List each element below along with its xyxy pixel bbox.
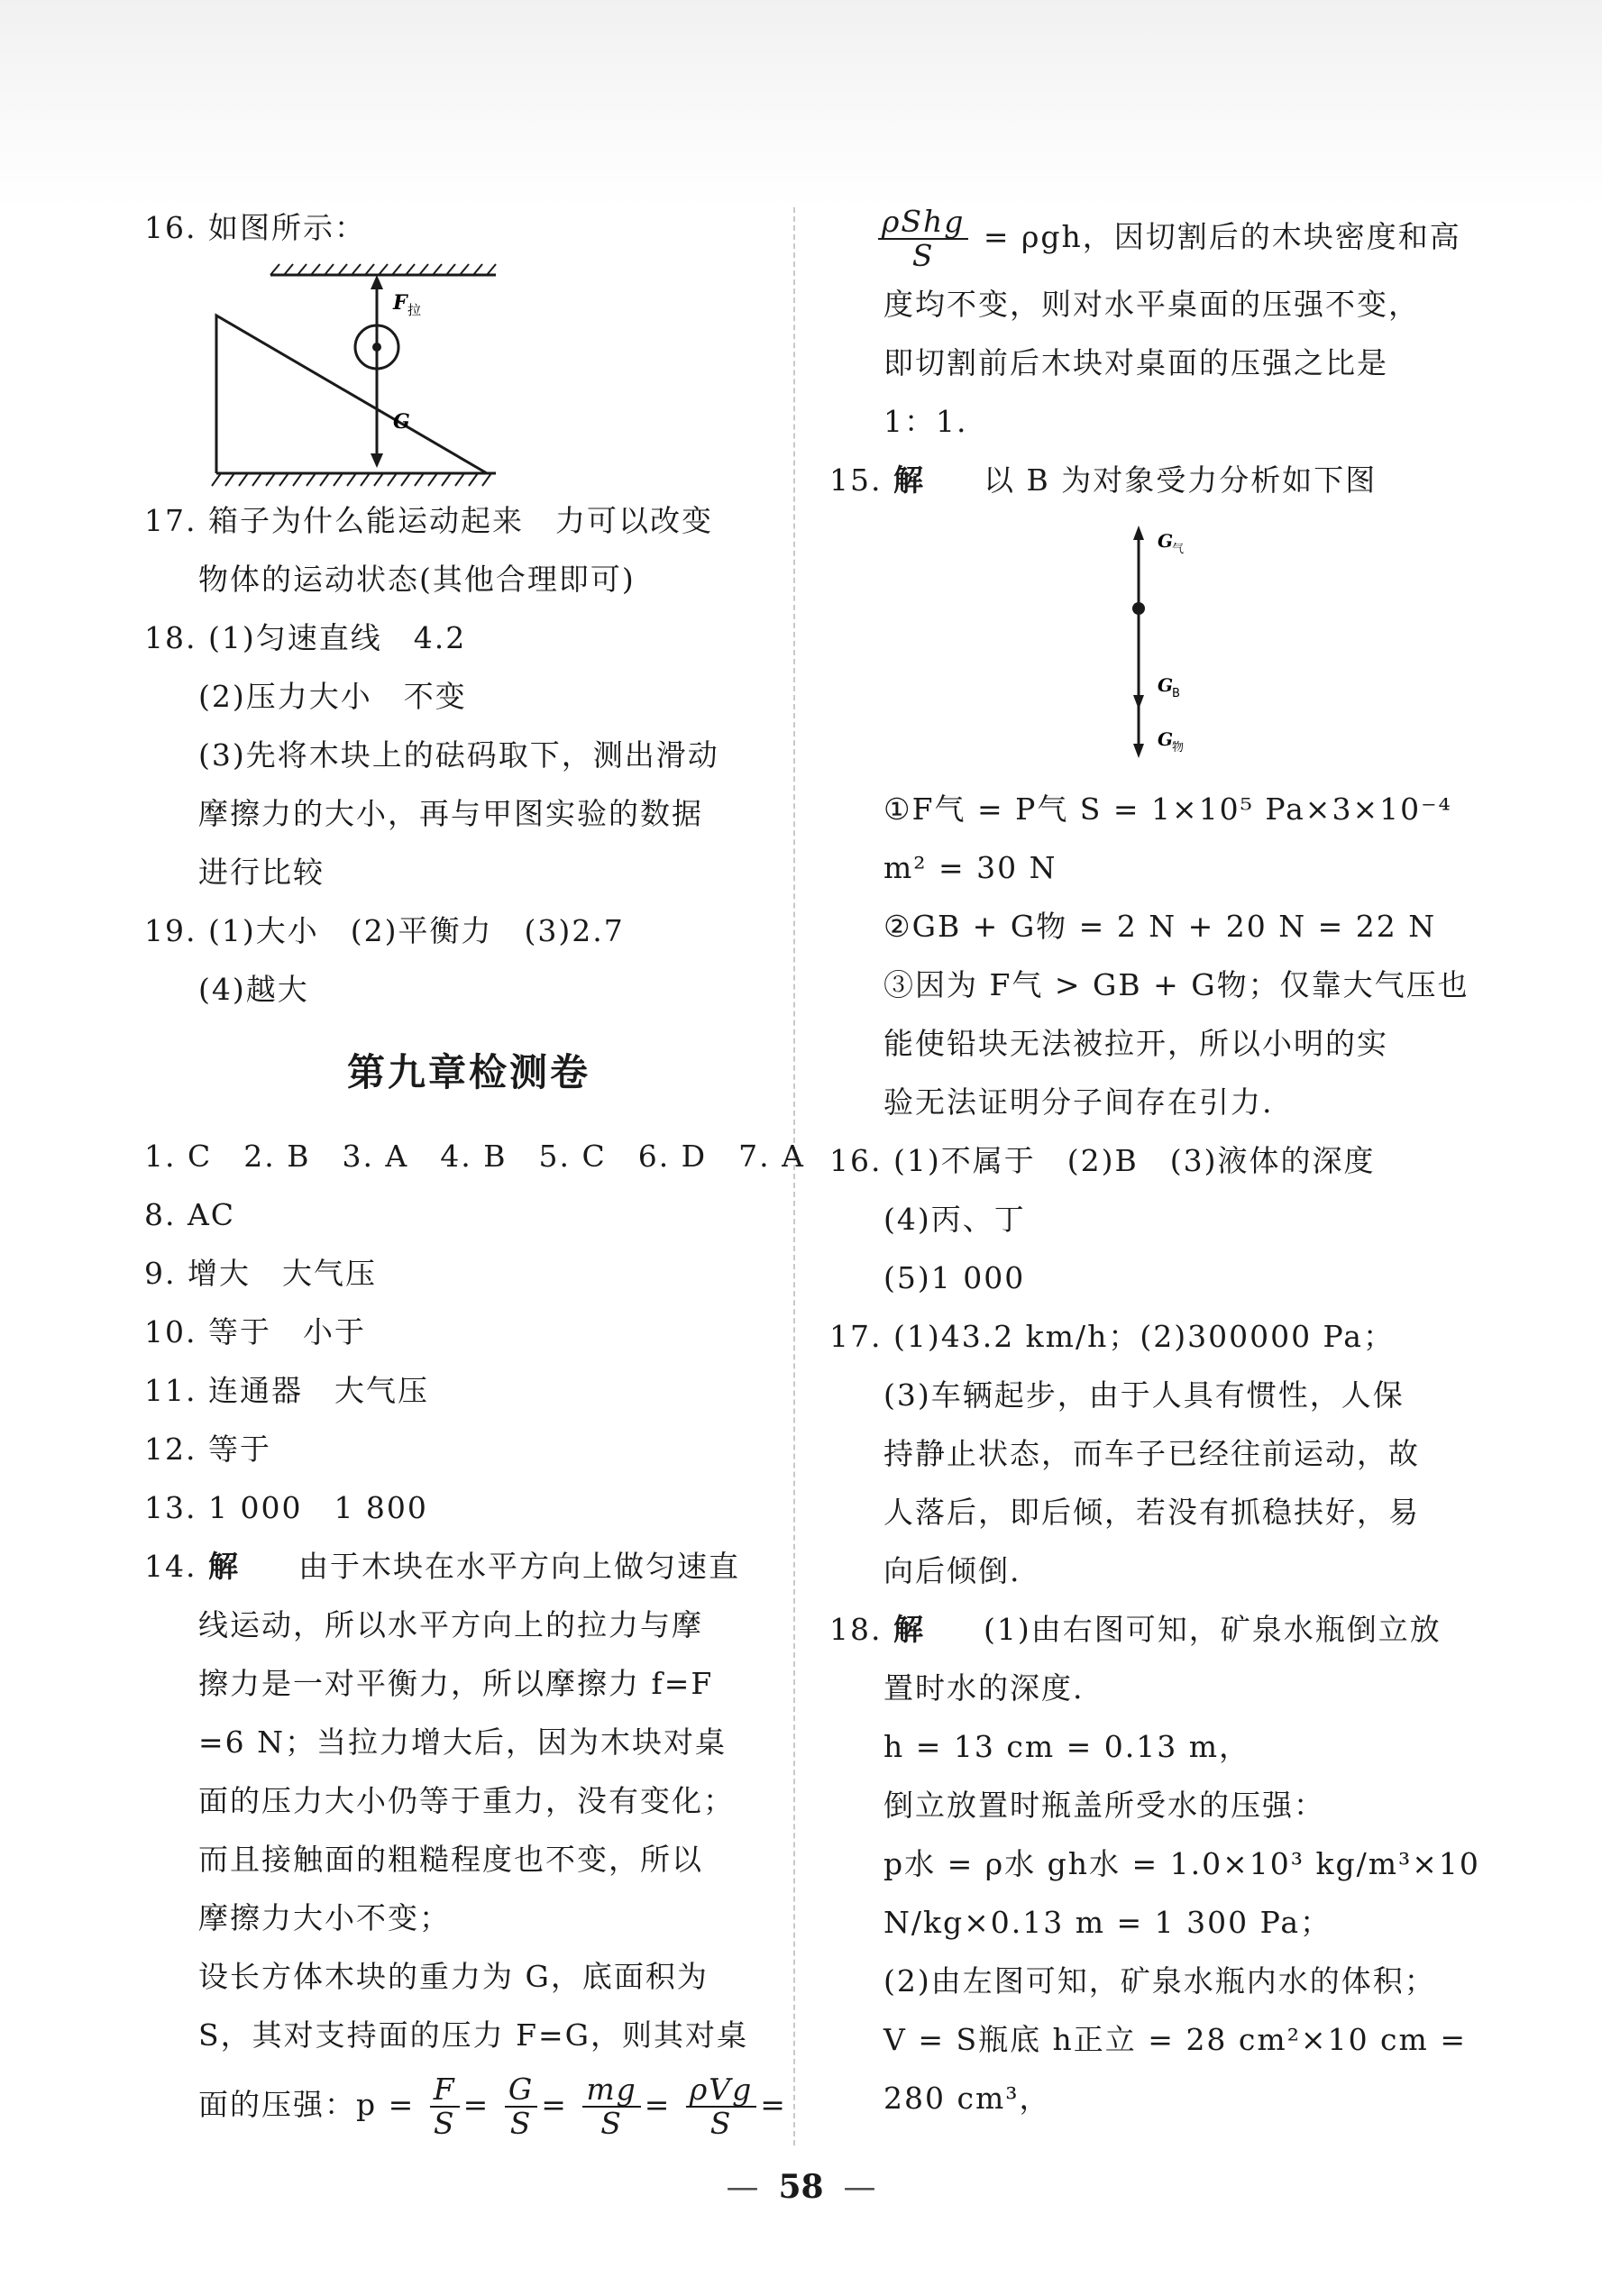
q14-line5: 面的压力大小仍等于重力，没有变化； xyxy=(198,1783,735,1818)
page-number-value: 58 xyxy=(778,2168,824,2206)
incline-figure xyxy=(144,257,793,491)
label-g-b: G xyxy=(1158,674,1176,696)
q18-r-line3: h = 13 cm = 0.13 m， xyxy=(883,1729,1251,1764)
chapter-title: 第九章检测卷 xyxy=(346,1050,590,1094)
q18-r-line8: V = S瓶底 h正立 = 28 cm²×10 cm = xyxy=(883,2022,1467,2057)
q18-r-line4: 倒立放置时瓶盖所受水的压强： xyxy=(883,1788,1325,1823)
q18-r-line2: 置时水的深度. xyxy=(883,1670,1085,1706)
label-g-b-sub: B xyxy=(1172,687,1182,700)
label-g-obj: G xyxy=(1158,728,1176,750)
q17-r-line2: (3)车辆起步，由于人具有惯性，人保 xyxy=(883,1377,1405,1413)
q17-r-line3: 持静止状态，而车子已经往前运动，故 xyxy=(883,1436,1420,1471)
q15-step1: ①F气 = P气 S = 1×10⁵ Pa×3×10⁻⁴ xyxy=(883,791,1452,827)
q15-step2: ②GB + G物 = 2 N + 20 N = 22 N xyxy=(883,909,1437,944)
q16-line: 16. 如图所示： xyxy=(144,210,366,245)
answer-10: 10. 等于 小于 xyxy=(144,1314,366,1349)
answer-13: 13. 1 000 1 800 xyxy=(144,1490,428,1525)
cont-line1: 度均不变，则对水平桌面的压强不变， xyxy=(883,287,1420,322)
q18-line2: (2)压力大小 不变 xyxy=(198,679,467,714)
q18-line4: 摩擦力的大小，再与甲图实验的数据 xyxy=(198,796,703,831)
q17-r-line1: 17. (1)43.2 km/h；(2)300000 Pa； xyxy=(829,1319,1395,1354)
q14-formula-prefix: 面的压强：p = xyxy=(198,2087,416,2122)
q18-line5: 进行比较 xyxy=(198,855,325,890)
q19-line1: 19. (1)大小 (2)平衡力 (3)2.7 xyxy=(144,913,625,948)
fraction-rhovg-over-s: $\frac{\text{ρVg}}{S}$ xyxy=(686,2073,756,2141)
page-top-band xyxy=(0,0,1602,207)
answer-12: 12. 等于 xyxy=(144,1432,271,1467)
column-divider xyxy=(793,207,795,2145)
q16-r-line2: (4)丙、丁 xyxy=(883,1202,1026,1237)
q14-line4: =6 N；当拉力增大后，因为木块对桌 xyxy=(198,1724,728,1760)
left-column xyxy=(144,198,805,2145)
q14-line3: 擦力是一对平衡力，所以摩擦力 f=F xyxy=(198,1666,714,1701)
q16-r-line1: 16. (1)不属于 (2)B (3)液体的深度 xyxy=(829,1143,1376,1178)
q14-text-0: 由于木块在水平方向上做匀速直 xyxy=(298,1549,740,1584)
label-g-air: G xyxy=(1158,530,1176,552)
q14-line7: 摩擦力大小不变； xyxy=(198,1900,451,1935)
q15-step1b: m² = 30 N xyxy=(883,850,1057,885)
q15-step3a: ③因为 F气 > GB + G物；仅靠大气压也 xyxy=(883,967,1469,1002)
force-diagram xyxy=(829,509,1460,780)
fraction-g-over-s: $\frac{G}{S}$ xyxy=(505,2073,537,2141)
q14-line1 xyxy=(144,1537,793,1596)
answer-8: 8. AC xyxy=(144,1197,236,1232)
q15-step3c: 验无法证明分子间存在引力. xyxy=(883,1084,1274,1120)
answer-11: 11. 连通器 大气压 xyxy=(144,1373,429,1408)
q14-number: 14. xyxy=(144,1549,197,1584)
formula-cont-text: = ρgh，因切割后的木块密度和高 xyxy=(983,219,1461,254)
q17-r-line4: 人落后，即后倾，若没有抓稳扶好，易 xyxy=(883,1495,1420,1530)
fraction-rhoshg-over-s: $\frac{\text{ρShg}}{S}$ xyxy=(878,206,968,273)
q14-line8: 设长方体木块的重力为 G，底面积为 xyxy=(198,1959,709,1994)
q18-r-line6: N/kg×0.13 m = 1 300 Pa； xyxy=(883,1905,1332,1940)
formula-continuation xyxy=(829,198,1460,275)
q14-label: 解 xyxy=(207,1549,240,1584)
q18-r-line7: (2)由左图可知，矿泉水瓶内水的体积； xyxy=(883,1963,1436,1999)
fraction-f-over-s: $\frac{F}{S}$ xyxy=(430,2073,460,2141)
q17-r-line5: 向后倾倒. xyxy=(883,1553,1021,1588)
q15-line xyxy=(829,451,1460,509)
q14-line6: 而且接触面的粗糙程度也不变，所以 xyxy=(198,1842,703,1877)
label-f-pull: F xyxy=(393,291,409,315)
cont-line2: 即切割前后木块对桌面的压强之比是 xyxy=(883,345,1388,380)
q15-number: 15. xyxy=(829,462,883,498)
q18-r-line5: p水 = ρ水 gh水 = 1.0×10³ kg/m³×10 xyxy=(883,1846,1480,1881)
answer-1-7: 1. C 2. B 3. A 4. B 5. C 6. D 7. A xyxy=(144,1139,805,1174)
q14-formula-line: 面的压强：p = $\frac{F}{S}$ = $\frac{G}{S}$ = $\frac{mg}{S}$ = $\frac{\text{ρVg}}{S}$ = xyxy=(198,2071,787,2141)
q17-line2: 物体的运动状态(其他合理即可) xyxy=(198,562,636,597)
q19-line2: (4)越大 xyxy=(198,972,309,1007)
q16-r-line3: (5)1 000 xyxy=(883,1260,1026,1295)
q15-label: 解 xyxy=(893,462,925,498)
cont-line3: 1：1. xyxy=(883,404,968,439)
page-number: — 58 — xyxy=(726,2168,876,2206)
q18-r-line9: 280 cm³， xyxy=(883,2081,1051,2116)
q17-line1: 17. 箱子为什么能运动起来 力可以改变 xyxy=(144,503,713,538)
q15-text: 以 B 为对象受力分析如下图 xyxy=(983,462,1378,498)
label-g-air-sub: 气 xyxy=(1172,543,1186,556)
label-g-obj-sub: 物 xyxy=(1172,741,1186,755)
q14-line9: S，其对支持面的压力 F=G，则其对桌 xyxy=(198,2017,749,2053)
q18-text-0: (1)由右图可知，矿泉水瓶倒立放 xyxy=(983,1612,1442,1647)
q18-r-line1 xyxy=(829,1600,1460,1659)
right-column xyxy=(829,198,1480,2127)
label-f-pull-sub: 拉 xyxy=(407,302,424,318)
label-g: G xyxy=(393,410,412,434)
q18-line1: 18. (1)匀速直线 4.2 xyxy=(144,620,467,655)
q18-label: 解 xyxy=(893,1612,925,1647)
q18-line3: (3)先将木块上的砝码取下，测出滑动 xyxy=(198,737,719,773)
q15-step3b: 能使铅块无法被拉开，所以小明的实 xyxy=(883,1026,1388,1061)
q14-line2: 线运动，所以水平方向上的拉力与摩 xyxy=(198,1607,703,1642)
fraction-mg-over-s: $\frac{mg}{S}$ xyxy=(582,2073,640,2141)
q18-number: 18. xyxy=(829,1612,883,1647)
answer-9: 9. 增大 大气压 xyxy=(144,1256,377,1291)
